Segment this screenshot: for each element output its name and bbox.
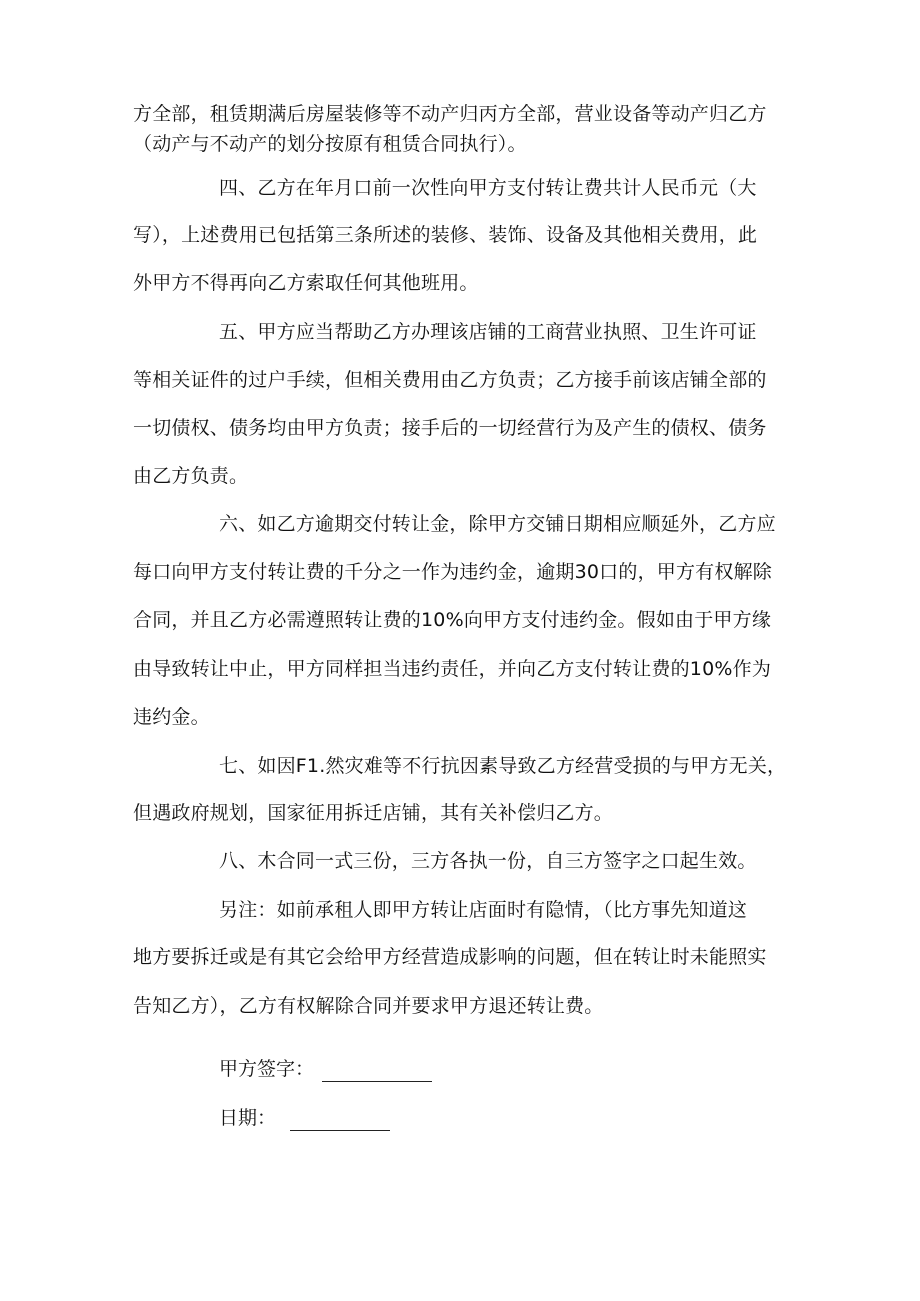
text-line: 由乙方负责。 (133, 465, 249, 487)
text-line: 每口向甲方支付转让费的千分之一作为违约金，逾期30口的，甲方有权解除 (133, 561, 772, 583)
text-line: 违约金。 (133, 706, 210, 728)
text-line: 六、如乙方逾期交付转让金，除甲方交铺日期相应顺延外，乙方应 (219, 513, 776, 535)
text-line: 地方要拆迁或是有其它会给甲方经营造成影响的问题，但在转让时未能照实 (133, 946, 767, 968)
date-label: 日期： (219, 1107, 277, 1129)
text-line: 告知乙方），乙方有权解除合同并要求甲方退还转让费。 (133, 995, 604, 1017)
text-line: 合同，并且乙方必需遵照转让费的10%向甲方支付违约金。假如由于甲方缘 (133, 609, 772, 631)
text-line: 方全部，租赁期满后房屋装修等不动产归丙方全部，营业设备等动产归乙方 (133, 103, 767, 125)
text-line: 一切债权、债务均由甲方负责；接手后的一切经营行为及产生的债权、债务 (133, 417, 767, 439)
text-line: 七、如因F1.然灾难等不行抗因素导致乙方经营受损的与甲方无关， (219, 755, 787, 777)
text-line: 写），上述费用已包括第三条所述的装修、装饰、设备及其他相关费用，此 (133, 224, 758, 246)
text-line: 由导致转让中止，甲方同样担当违约责任，并向乙方支付转让费的10%作为 (133, 658, 772, 680)
text-line: （动产与不动产的划分按原有租赁合同执行）。 (133, 133, 527, 155)
date-row (219, 1105, 390, 1131)
text-line: 八、木合同一式三份，三方各执一份，自三方签字之口起生效。 (219, 850, 757, 872)
text-line: 四、乙方在年月口前一次性向甲方支付转让费共计人民币元（大 (219, 177, 757, 199)
text-line: 另注：如前承租人即甲方转让店面时有隐情，（比方事先知道这 (219, 899, 748, 921)
text-line: 五、甲方应当帮助乙方办理该店铺的工商营业执照、卫生许可证 (219, 321, 757, 343)
party-a-signature-row (219, 1056, 432, 1082)
party-a-signature-label: 甲方签字： (219, 1058, 315, 1080)
text-line: 但遇政府规划，国家征用拆迁店铺，其有关补偿归乙方。 (133, 802, 614, 824)
text-line: 外甲方不得再向乙方索取任何其他班用。 (133, 272, 479, 294)
text-line: 等相关证件的过户手续，但相关费用由乙方负责；乙方接手前该店铺全部的 (133, 369, 767, 391)
party-a-signature-blank[interactable] (322, 1063, 432, 1082)
date-blank[interactable] (290, 1112, 390, 1131)
